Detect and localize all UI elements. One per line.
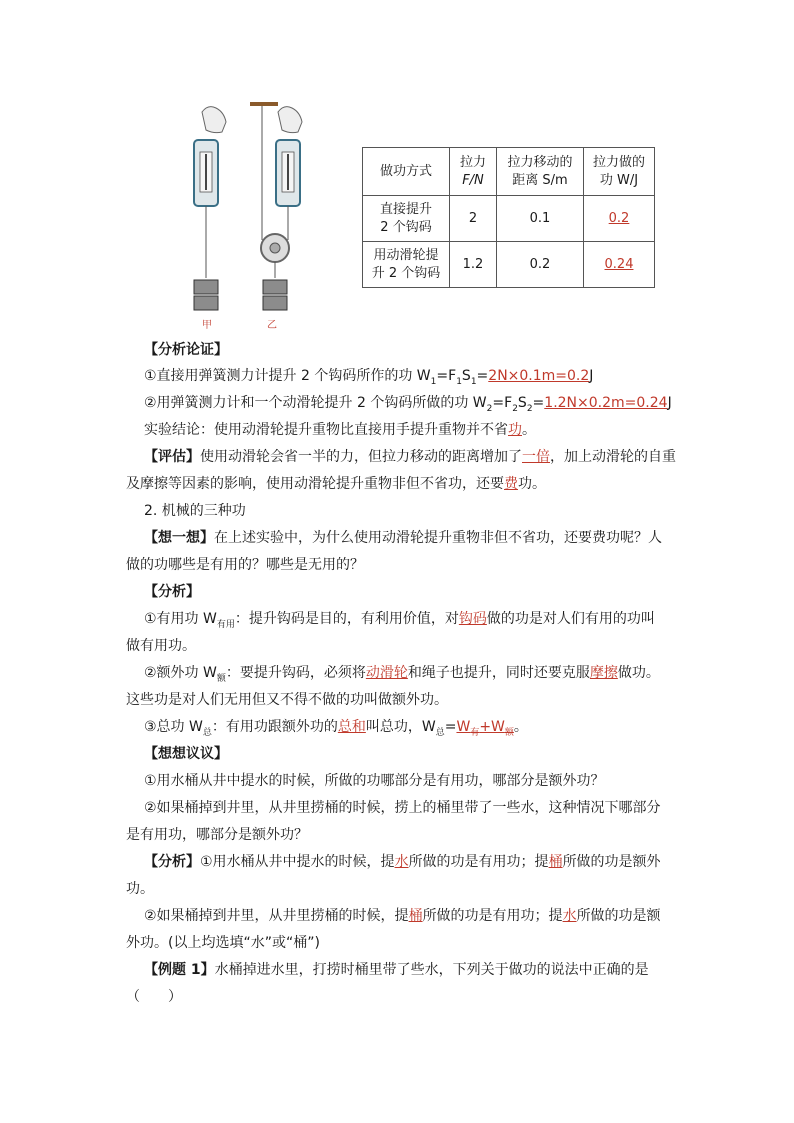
- think-line-1: 【想一想】在上述实验中，为什么使用动滑轮提升重物非但不省功，还要费功呢？人: [144, 530, 662, 546]
- spring-balance-illustration: [180, 100, 310, 332]
- experiment-table: [362, 147, 655, 288]
- row2-force: 1.2: [450, 242, 497, 288]
- analysis-line-1: ①直接用弹簧测力计提升 2 个钩码所作的功 $W_1=F_1S_1=2N\times 0.1m=0.2J$: [144, 368, 594, 387]
- example-line-1: 【例题 1】水桶掉进水里，打捞时桶里带了些水，下列关于做功的说法中正确的是: [144, 962, 649, 978]
- useful-work-line-1: ①有用功 $W_{有用}$：提升钩码是目的，有利用价值，对钩码做的功是对人们有用的功叫: [144, 611, 655, 630]
- answer-line-2: 功。: [126, 881, 154, 897]
- row2-work: 0.24: [584, 242, 655, 288]
- figure-caption-right: 乙: [267, 320, 277, 331]
- header-work: 拉力做的 功 W/J: [584, 148, 655, 196]
- heading-analysis-proof: 【分析论证】: [144, 342, 228, 358]
- header-force: 拉力 F/N: [450, 148, 497, 196]
- extra-work-line-1: ②额外功 $W_额$：要提升钩码，必须将动滑轮和绳子也提升，同时还要克服摩擦做功。: [144, 665, 660, 684]
- analysis-line-2: ②用弹簧测力计和一个动滑轮提升 2 个钩码所做的功 $W_2=F_2S_2=1.2N\times 0.2m=0.24J$: [144, 395, 672, 414]
- row1-work: 0.2: [584, 196, 655, 242]
- example-answer-blank: （ ）: [126, 989, 182, 1005]
- table-header-row: [363, 148, 655, 196]
- header-method: 做功方式: [363, 148, 450, 196]
- extra-work-line-2: 这些功是对人们无用但又不得不做的功叫做额外功。: [126, 692, 448, 708]
- discuss-line-2: ②如果桶掉到井里，从井里捞桶的时候，捞上的桶里带了一些水，这种情况下哪部分: [144, 800, 661, 816]
- row2-method: 用动滑轮提 升 2 个钩码: [363, 242, 450, 288]
- answer-line-1: 【分析】①用水桶从井中提水的时候，提水所做的功是有用功；提桶所做的功是额外: [144, 854, 661, 870]
- section-title-three-works: 2. 机械的三种功: [144, 503, 246, 519]
- conclusion-line: 实验结论：使用动滑轮提升重物比直接用手提升重物并不省功。: [144, 422, 536, 438]
- spring-balance-figure: [180, 100, 310, 332]
- table-row: [363, 196, 655, 242]
- row1-method: 直接提升 2 个钩码: [363, 196, 450, 242]
- discuss-line-1: ①用水桶从井中提水的时候，所做的功哪部分是有用功，哪部分是额外功？: [144, 773, 605, 789]
- figure-caption-left: 甲: [202, 320, 212, 331]
- evaluation-line-2: 及摩擦等因素的影响，使用动滑轮提升重物非但不省功，还要费功。: [126, 476, 546, 492]
- row1-force: 2: [450, 196, 497, 242]
- row2-distance: 0.2: [497, 242, 584, 288]
- heading-analysis: 【分析】: [144, 584, 200, 600]
- discuss-line-3: 是有用功，哪部分是额外功？: [126, 827, 308, 843]
- useful-work-line-2: 做有用功。: [126, 638, 196, 654]
- think-line-2: 做的功哪些是有用的？哪些是无用的？: [126, 557, 364, 573]
- total-work-line: ③总功 $W_总$：有用功跟额外功的总和叫总功，$W_总=W_有+W_额$。: [144, 719, 528, 738]
- header-distance: 拉力移动的 距离 S/m: [497, 148, 584, 196]
- evaluation-line-1: 【评估】使用动滑轮会省一半的力，但拉力移动的距离增加了一倍，加上动滑轮的自重: [144, 449, 676, 465]
- heading-discuss: 【想想议议】: [144, 746, 228, 762]
- row1-distance: 0.1: [497, 196, 584, 242]
- answer-line-3: ②如果桶掉到井里，从井里捞桶的时候，提桶所做的功是有用功；提水所做的功是额: [144, 908, 661, 924]
- table-row: [363, 242, 655, 288]
- answer-line-4: 外功。(以上均选填“水”或“桶”): [126, 935, 320, 951]
